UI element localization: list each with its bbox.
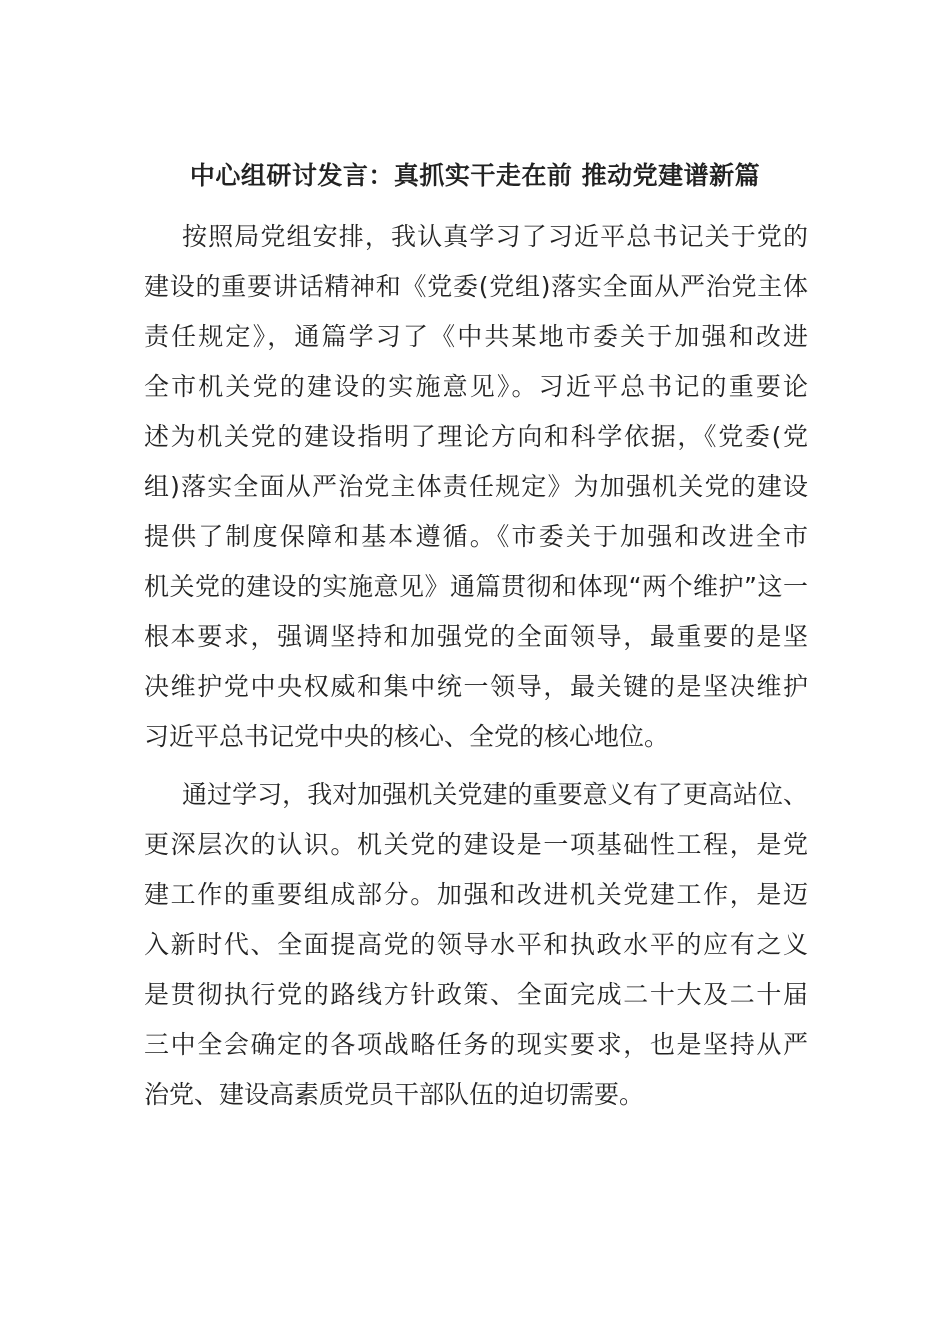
paragraph-line: 提供了制度保障和基本遵循。《市委关于加强和改进全市 xyxy=(144,522,808,551)
paragraph-line: 是贯彻执行党的路线方针政策、全面完成二十大及二十届 xyxy=(144,980,808,1009)
paragraph-1 xyxy=(144,212,808,762)
paragraph-line: 习近平总书记党中央的核心、全党的核心地位。 xyxy=(144,722,670,751)
paragraph-line: 组)落实全面从严治党主体责任规定》为加强机关党的建设 xyxy=(144,472,808,501)
paragraph-line: 更深层次的认识。机关党的建设是一项基础性工程，是党 xyxy=(144,830,808,859)
paragraph-line: 述为机关党的建设指明了理论方向和科学依据，《党委(党 xyxy=(144,422,808,451)
paragraph-line: 建工作的重要组成部分。加强和改进机关党建工作，是迈 xyxy=(144,880,808,909)
paragraph-line: 根本要求，强调坚持和加强党的全面领导，最重要的是坚 xyxy=(144,622,808,651)
paragraph-line: 机关党的建设的实施意见》通篇贯彻和体现“两个维护”这一 xyxy=(144,572,808,601)
paragraph-line: 全市机关党的建设的实施意见》。习近平总书记的重要论 xyxy=(144,372,808,401)
paragraph-line: 通过学习，我对加强机关党建的重要意义有了更高站位、 xyxy=(182,780,808,809)
paragraph-line: 决维护党中央权威和集中统一领导，最关键的是坚决维护 xyxy=(144,672,808,701)
document-title: 中心组研讨发言：真抓实干走在前 推动党建谱新篇 xyxy=(189,161,761,190)
paragraph-line: 责任规定》，通篇学习了《中共某地市委关于加强和改进 xyxy=(144,322,808,351)
paragraph-2 xyxy=(144,770,808,1120)
paragraph-line: 按照局党组安排，我认真学习了习近平总书记关于党的 xyxy=(182,222,808,251)
paragraph-line: 建设的重要讲话精神和《党委(党组)落实全面从严治党主体 xyxy=(144,272,808,301)
paragraph-line: 入新时代、全面提高党的领导水平和执政水平的应有之义 xyxy=(144,930,808,959)
paragraph-line: 三中全会确定的各项战略任务的现实要求，也是坚持从严 xyxy=(144,1030,808,1059)
paragraph-line: 治党、建设高素质党员干部队伍的迫切需要。 xyxy=(144,1080,645,1109)
